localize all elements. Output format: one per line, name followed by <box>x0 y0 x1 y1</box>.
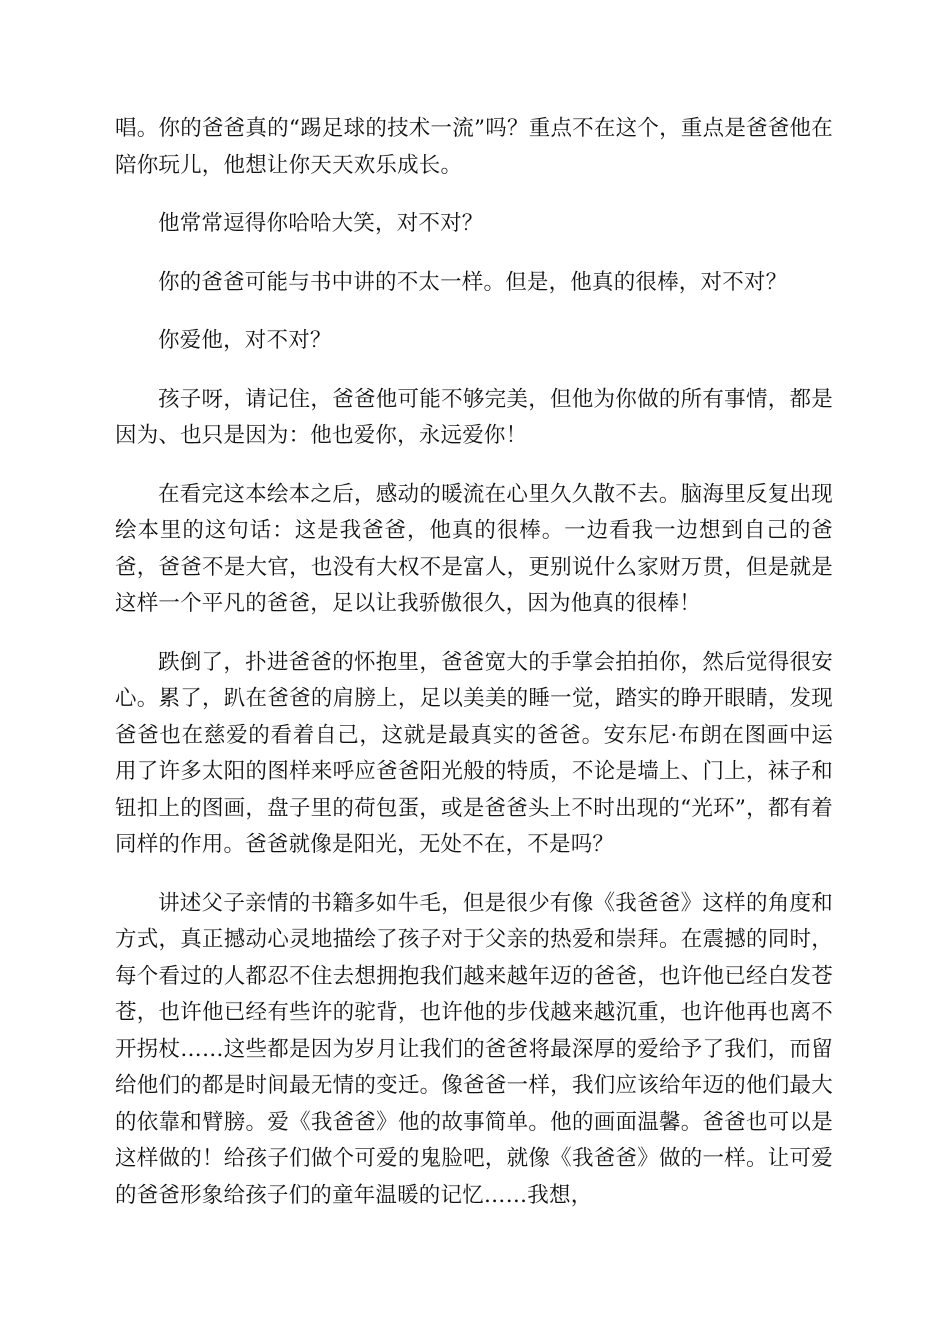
paragraph: 讲述父子亲情的书籍多如牛毛，但是很少有像《我爸爸》这样的角度和方式，真正撼动心灵地描绘了孩子对于父亲的热爱和崇拜。在震撼的同时，每个看过的人都忍不住去想拥抱我们越来越年迈的爸爸，也许他已经白发苍苍，也许他已经有些许的驼背，也许他的步伐越来越沉重，也许他再也离不开拐杖……这些都是因为岁月让我们的爸爸将最深厚的爱给予了我们，而留给他们的都是时间最无情的变迁。像爸爸一样，我们应该给年迈的他们最大的依靠和臂膀。爱《我爸爸》他的故事简单。他的画面温馨。爸爸也可以是这样做的！给孩子们做个可爱的鬼脸吧，就像《我爸爸》做的一样。让可爱的爸爸形象给孩子们的童年温暖的记忆……我想， <box>115 890 833 1208</box>
paragraph: 你爱他，对不对？ <box>158 328 332 353</box>
paragraph: 他常常逗得你哈哈大笑，对不对？ <box>158 211 484 236</box>
paragraph-continued: 唱。你的爸爸真的“踢足球的技术一流”吗？重点不在这个，重点是爸爸他在陪你玩儿，他想让你天天欢乐成长。 <box>115 116 833 178</box>
paragraph: 你的爸爸可能与书中讲的不太一样。但是，他真的很棒，对不对？ <box>158 269 788 295</box>
paragraph: 孩子呀，请记住，爸爸他可能不够完美，但他为你做的所有事情，都是因为、也只是因为：他也爱你，永远爱你！ <box>115 386 833 448</box>
paragraph: 跌倒了，扑进爸爸的怀抱里，爸爸宽大的手掌会拍拍你，然后觉得很安心。累了，趴在爸爸的肩膀上，足以美美的睡一觉，踏实的睁开眼睛，发现爸爸也在慈爱的看着自己，这就是最真实的爸爸。安东尼·布朗在图画中运用了许多太阳的图样来呼应爸爸阳光般的特质，不论是墙上、门上，袜子和钮扣上的图画，盘子里的荷包蛋，或是爸爸头上不时出现的“光环”，都有着同样的作用。爸爸就像是阳光，无处不在，不是吗？ <box>115 649 833 857</box>
document-body <box>115 111 833 1214</box>
paragraph: 在看完这本绘本之后，感动的暖流在心里久久散不去。脑海里反复出现绘本里的这句话：这是我爸爸，他真的很棒。一边看我一边想到自己的爸爸，爸爸不是大官，也没有大权不是富人，更别说什么家财万贯，但是就是这样一个平凡的爸爸，足以让我骄傲很久，因为他真的很棒！ <box>115 481 833 616</box>
